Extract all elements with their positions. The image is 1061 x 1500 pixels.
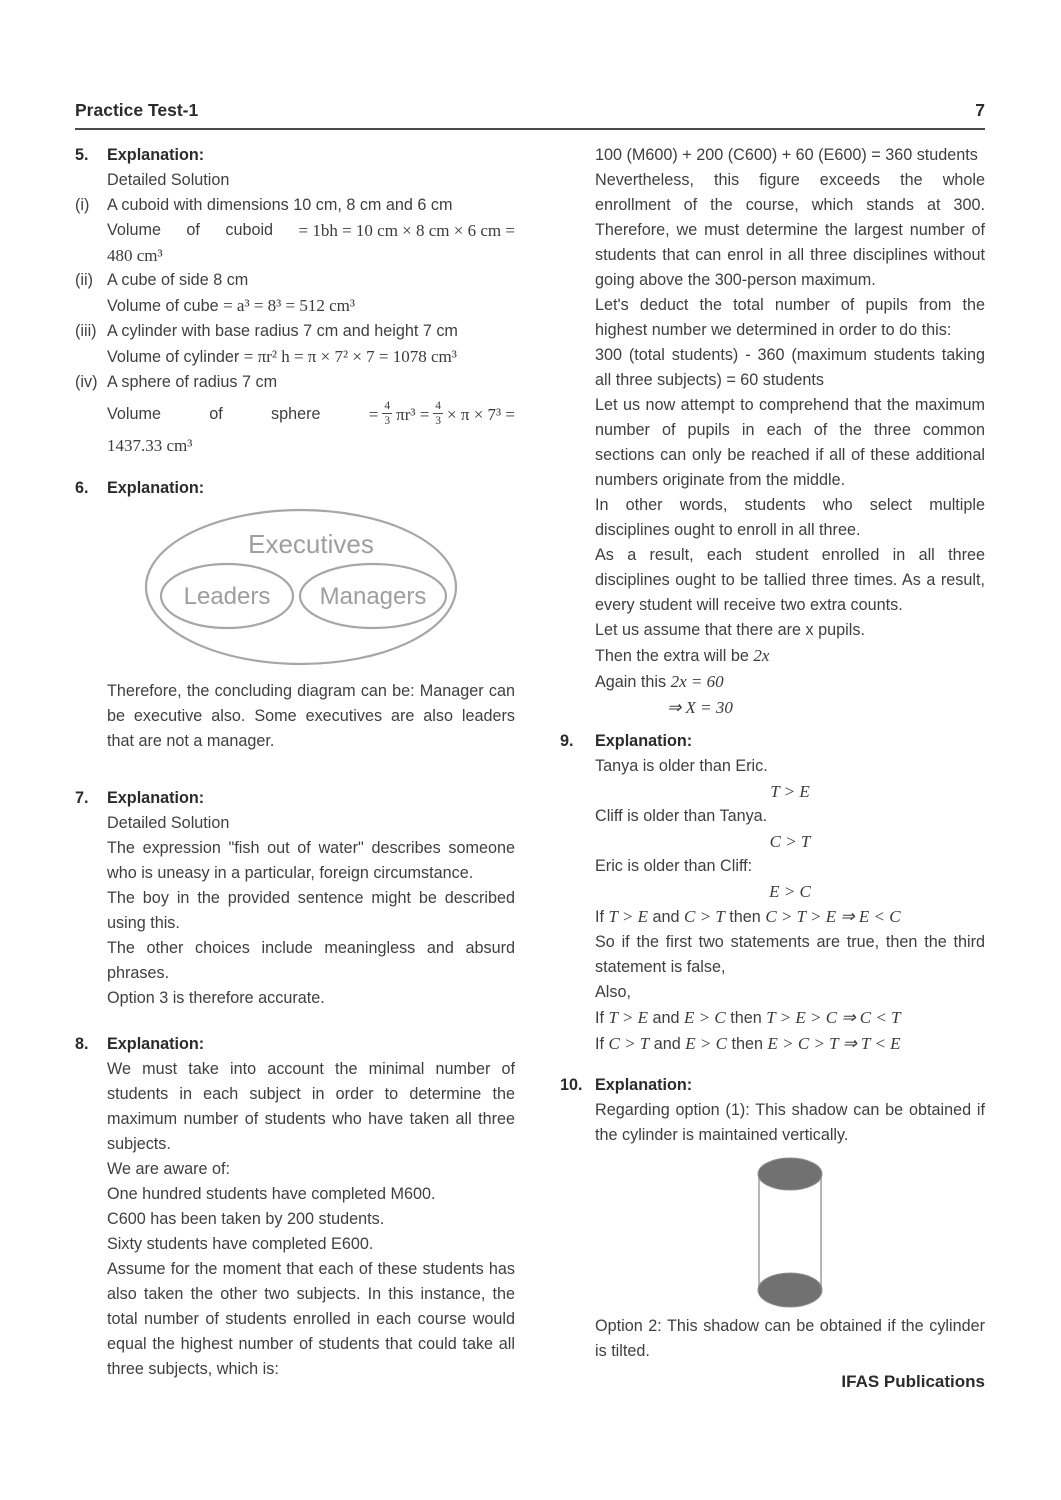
venn-label-executives: Executives <box>248 529 374 559</box>
paragraph: Let us assume that there are x pupils. <box>595 621 865 639</box>
statement: Cliff is older than Tanya. <box>595 807 768 825</box>
venn-label-managers: Managers <box>319 583 427 610</box>
paragraph: Option 3 is therefore accurate. <box>107 989 325 1007</box>
fraction <box>382 400 392 428</box>
section-8 <box>75 1032 515 1382</box>
item-iii-text: A cylinder with base radius 7 cm and height 7 cm <box>107 322 458 340</box>
math-line: ⇒ X = 30 <box>667 698 733 717</box>
section-8-heading: Explanation: <box>107 1035 205 1053</box>
item-iii-formula <box>107 344 515 370</box>
section-7-number: 7. <box>75 789 89 807</box>
paragraph <box>595 643 985 669</box>
statement: Eric is older than Cliff: <box>595 857 753 875</box>
text-fragment: If <box>595 908 609 926</box>
paragraph: The other choices include meaningless and absurd phrases. <box>107 939 515 982</box>
formula-word: of <box>186 221 200 239</box>
item-i-text: A cuboid with dimensions 10 cm, 8 cm and 6 cm <box>107 196 453 214</box>
paragraph: As a result, each student enrolled in all three disciplines ought to be tallied three times. As a result, every student will receive two extra counts. <box>595 546 985 614</box>
list-item-iii <box>75 319 515 370</box>
section-5-subheading: Detailed Solution <box>107 171 230 189</box>
item-ii-formula <box>107 293 515 319</box>
formula-word: Volume of cylinder <box>107 348 240 366</box>
item-iv-formula <box>107 395 515 433</box>
section-8-continued <box>560 143 985 720</box>
paragraph: Let's deduct the total number of pupils from the highest number we determined in order to do this: <box>595 296 985 339</box>
formula-math: = a³ = 8³ = 512 cm³ <box>223 296 355 315</box>
math-fragment: C > T > E ⇒ E < C <box>765 907 901 926</box>
venn-diagram <box>143 508 461 668</box>
paragraph: So if the first two statements are true, then the third statement is false, <box>595 933 985 976</box>
formula-word: sphere <box>271 404 321 423</box>
paragraph: We must take into account the minimal number of students in each subject in order to determine the maximum number of students who have taken all three subjects. <box>107 1060 515 1153</box>
list-item-ii <box>75 268 515 319</box>
formula-word: Volume <box>107 221 161 239</box>
item-marker-ii: (ii) <box>75 271 93 289</box>
equals-sign: = <box>368 404 379 424</box>
page-header <box>75 100 985 130</box>
section-10-number: 10. <box>560 1076 583 1094</box>
text-fragment: and <box>649 1035 686 1053</box>
right-column <box>560 143 985 1364</box>
paragraph: Nevertheless, this figure exceeds the whole enrollment of the course, which stands at 300. Therefore, we must determine the largest number of students that can enrol in all three disciplines without going above the 300-person maximum. <box>595 171 985 289</box>
fraction-numerator: 4 <box>433 400 443 414</box>
math-fragment: T > E <box>608 907 649 926</box>
text-fragment: Then the extra will be <box>595 647 754 665</box>
math-fragment: 2x <box>753 646 770 665</box>
formula-word: of <box>209 404 223 423</box>
statement: Also, <box>595 983 631 1001</box>
publisher-name: IFAS Publications <box>841 1372 985 1391</box>
text-fragment: If <box>595 1035 609 1053</box>
section-7-heading: Explanation: <box>107 789 205 807</box>
text-fragment: If <box>595 1009 609 1027</box>
item-i-result: 480 cm³ <box>107 246 163 265</box>
math-fragment: E > C <box>684 1008 726 1027</box>
text-fragment: Again this <box>595 673 671 691</box>
fraction-denominator: 3 <box>384 415 391 427</box>
paragraph: One hundred students have completed M600. <box>107 1185 436 1203</box>
paragraph: The boy in the provided sentence might be described using this. <box>107 889 515 932</box>
math-line: E > C <box>769 882 811 901</box>
paragraph: In other words, students who select multiple disciplines ought to enroll in all three. <box>595 496 985 539</box>
paragraph: We are aware of: <box>107 1160 230 1178</box>
section-7 <box>75 786 515 1011</box>
paragraph: The expression "fish out of water" describes someone who is uneasy in a particular, foreign circumstance. <box>107 839 515 882</box>
math-fragment: C > T <box>608 1034 650 1053</box>
section-5 <box>75 143 515 458</box>
mixed-math-line <box>595 904 985 930</box>
paragraph: Let us now attempt to comprehend that the maximum number of pupils in each of the three common sections can only be reached if all of these additional numbers originate from the middle. <box>595 396 985 489</box>
formula-math: × π × 7³ = <box>447 404 515 424</box>
math-line: T > E <box>770 782 810 801</box>
paragraph: 300 (total students) - 360 (maximum students taking all three subjects) = 60 students <box>595 346 985 389</box>
paragraph: Therefore, the concluding diagram can be: Manager can be executive also. Some executives are also leaders that are not a manager. <box>107 682 515 750</box>
item-iv-text: A sphere of radius 7 cm <box>107 373 278 391</box>
section-9 <box>560 729 985 1057</box>
math-fragment: C > T <box>684 907 725 926</box>
list-item-iv <box>75 370 515 458</box>
section-7-subheading: Detailed Solution <box>107 814 230 832</box>
math-fragment: E > C <box>685 1034 727 1053</box>
item-marker-iv: (iv) <box>75 373 98 391</box>
math-fragment: T > E > C ⇒ C < T <box>766 1008 901 1027</box>
paragraph: Option 2: This shadow can be obtained if the cylinder is tilted. <box>595 1317 985 1360</box>
section-9-heading: Explanation: <box>595 732 693 750</box>
math-fragment: E > C > T ⇒ T < E <box>767 1034 901 1053</box>
left-column <box>75 143 515 1382</box>
section-6-number: 6. <box>75 479 89 497</box>
section-6-heading: Explanation: <box>107 479 205 497</box>
cylinder-top-face <box>758 1158 822 1190</box>
page-title: Practice Test-1 <box>75 100 199 120</box>
paragraph: 100 (M600) + 200 (C600) + 60 (E600) = 360 students <box>595 146 978 164</box>
text-fragment: then <box>725 1009 767 1027</box>
paragraph: Regarding option (1): This shadow can be obtained if the cylinder is maintained vertically. <box>595 1101 985 1144</box>
math-fragment: T > E <box>608 1008 649 1027</box>
item-ii-text: A cube of side 8 cm <box>107 271 249 289</box>
section-8-number: 8. <box>75 1035 89 1053</box>
statement: Tanya is older than Eric. <box>595 757 768 775</box>
formula-word: Volume of cube <box>107 297 219 315</box>
text-fragment: then <box>726 1035 768 1053</box>
section-5-heading: Explanation: <box>107 146 205 164</box>
paragraph: C600 has been taken by 200 students. <box>107 1210 385 1228</box>
cylinder-bottom-face <box>758 1273 822 1307</box>
page-number: 7 <box>975 100 985 120</box>
formula-word: cuboid <box>225 221 274 239</box>
formula-math: = 1bh = 10 cm × 8 cm × 6 cm = <box>298 221 515 240</box>
math-fragment: 2x = 60 <box>670 672 724 691</box>
fraction-denominator: 3 <box>435 415 442 427</box>
section-6 <box>75 476 515 754</box>
text-fragment: then <box>724 908 766 926</box>
formula-word: Volume <box>107 404 161 423</box>
mixed-math-line <box>595 1005 985 1031</box>
mixed-math-line <box>595 1031 985 1057</box>
section-9-number: 9. <box>560 732 574 750</box>
paragraph: Sixty students have completed E600. <box>107 1235 374 1253</box>
section-5-number: 5. <box>75 146 89 164</box>
fraction <box>433 400 443 428</box>
item-marker-i: (i) <box>75 196 90 214</box>
item-i-formula <box>107 218 515 243</box>
item-iv-result: 1437.33 cm³ <box>107 436 193 455</box>
item-marker-iii: (iii) <box>75 322 97 340</box>
text-fragment: and <box>648 1009 685 1027</box>
section-10 <box>560 1073 985 1364</box>
paragraph <box>595 669 985 695</box>
formula-math: πr³ = <box>396 404 430 424</box>
formula-math: = πr² h = π × 7² × 7 = 1078 cm³ <box>243 347 457 366</box>
paragraph: Assume for the moment that each of these students has also taken the other two subjects. In this instance, the total number of students enrolled in each course would equal the highest number of students that could take all three subjects, which is: <box>107 1260 515 1378</box>
text-fragment: and <box>648 908 685 926</box>
venn-label-leaders: Leaders <box>183 583 271 610</box>
math-line: C > T <box>769 832 811 851</box>
fraction-numerator: 4 <box>382 400 392 414</box>
list-item-i <box>75 193 515 268</box>
section-10-heading: Explanation: <box>595 1076 693 1094</box>
formula-math-group <box>369 400 515 428</box>
cylinder-diagram <box>756 1156 824 1308</box>
